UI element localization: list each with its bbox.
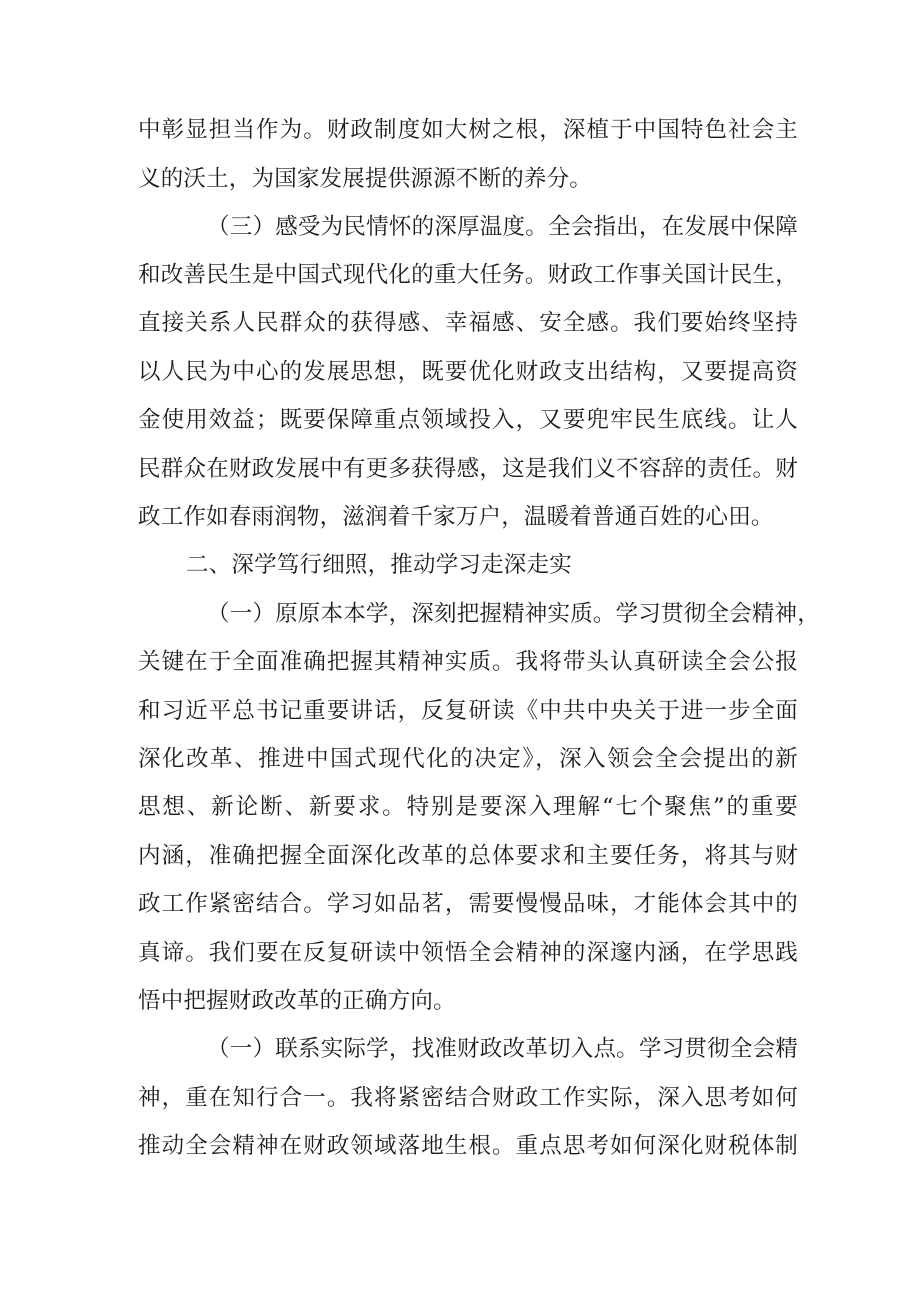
text-line: 和习近平总书记重要讲话，反复研读《中共中央关于进一步全面 <box>138 698 798 724</box>
paragraph-first-line: （三）感受为民情怀的深厚温度。全会指出，在发展中保障 <box>207 214 798 240</box>
text-line: 神，重在知行合一。我将紧密结合财政工作实际，深入思考如何 <box>138 1085 798 1111</box>
text-line: 中彰显担当作为。财政制度如大树之根，深植于中国特色社会主 <box>138 117 798 143</box>
text-line: 思想、新论断、新要求。特别是要深入理解“七个聚焦”的重要 <box>138 794 798 820</box>
text-line: 以人民为中心的发展思想，既要优化财政支出结构，又要提高资 <box>138 359 798 385</box>
text-line: 推动全会精神在财政领域落地生根。重点思考如何深化财税体制 <box>138 1133 798 1159</box>
text-line: 政工作如春雨润物，滋润着千家万户，温暖着普通百姓的心田。 <box>138 504 774 530</box>
text-line: 深化改革、推进中国式现代化的决定》，深入领会全会提出的新 <box>138 746 798 772</box>
text-line: 和改善民生是中国式现代化的重大任务。财政工作事关国计民生， <box>138 262 798 288</box>
text-line: 义的沃土，为国家发展提供源源不断的养分。 <box>138 166 593 192</box>
text-line: 真谛。我们要在反复研读中领悟全会精神的深邃内涵，在学思践 <box>138 940 798 966</box>
text-line: 金使用效益；既要保障重点领域投入，又要兜牢民生底线。让人 <box>138 407 798 433</box>
section-heading: 二、深学笃行细照，推动学习走深走实 <box>186 552 572 578</box>
text-line: 直接关系人民群众的获得感、幸福感、安全感。我们要始终坚持 <box>138 310 798 336</box>
text-line: 内涵，准确把握全面深化改革的总体要求和主要任务，将其与财 <box>138 843 798 869</box>
text-line: 民群众在财政发展中有更多获得感，这是我们义不容辞的责任。财 <box>138 456 798 482</box>
paragraph-first-line: （一）原原本本学，深刻把握精神实质。学习贯彻全会精神， <box>207 601 820 627</box>
text-line: 悟中把握财政改革的正确方向。 <box>138 988 456 1014</box>
text-line: 政工作紧密结合。学习如品茗，需要慢慢品味，才能体会其中的 <box>138 891 798 917</box>
text-line: 关键在于全面准确把握其精神实质。我将带头认真研读全会公报 <box>138 649 798 675</box>
paragraph-first-line: （一）联系实际学，找准财政改革切入点。学习贯彻全会精 <box>207 1036 798 1062</box>
